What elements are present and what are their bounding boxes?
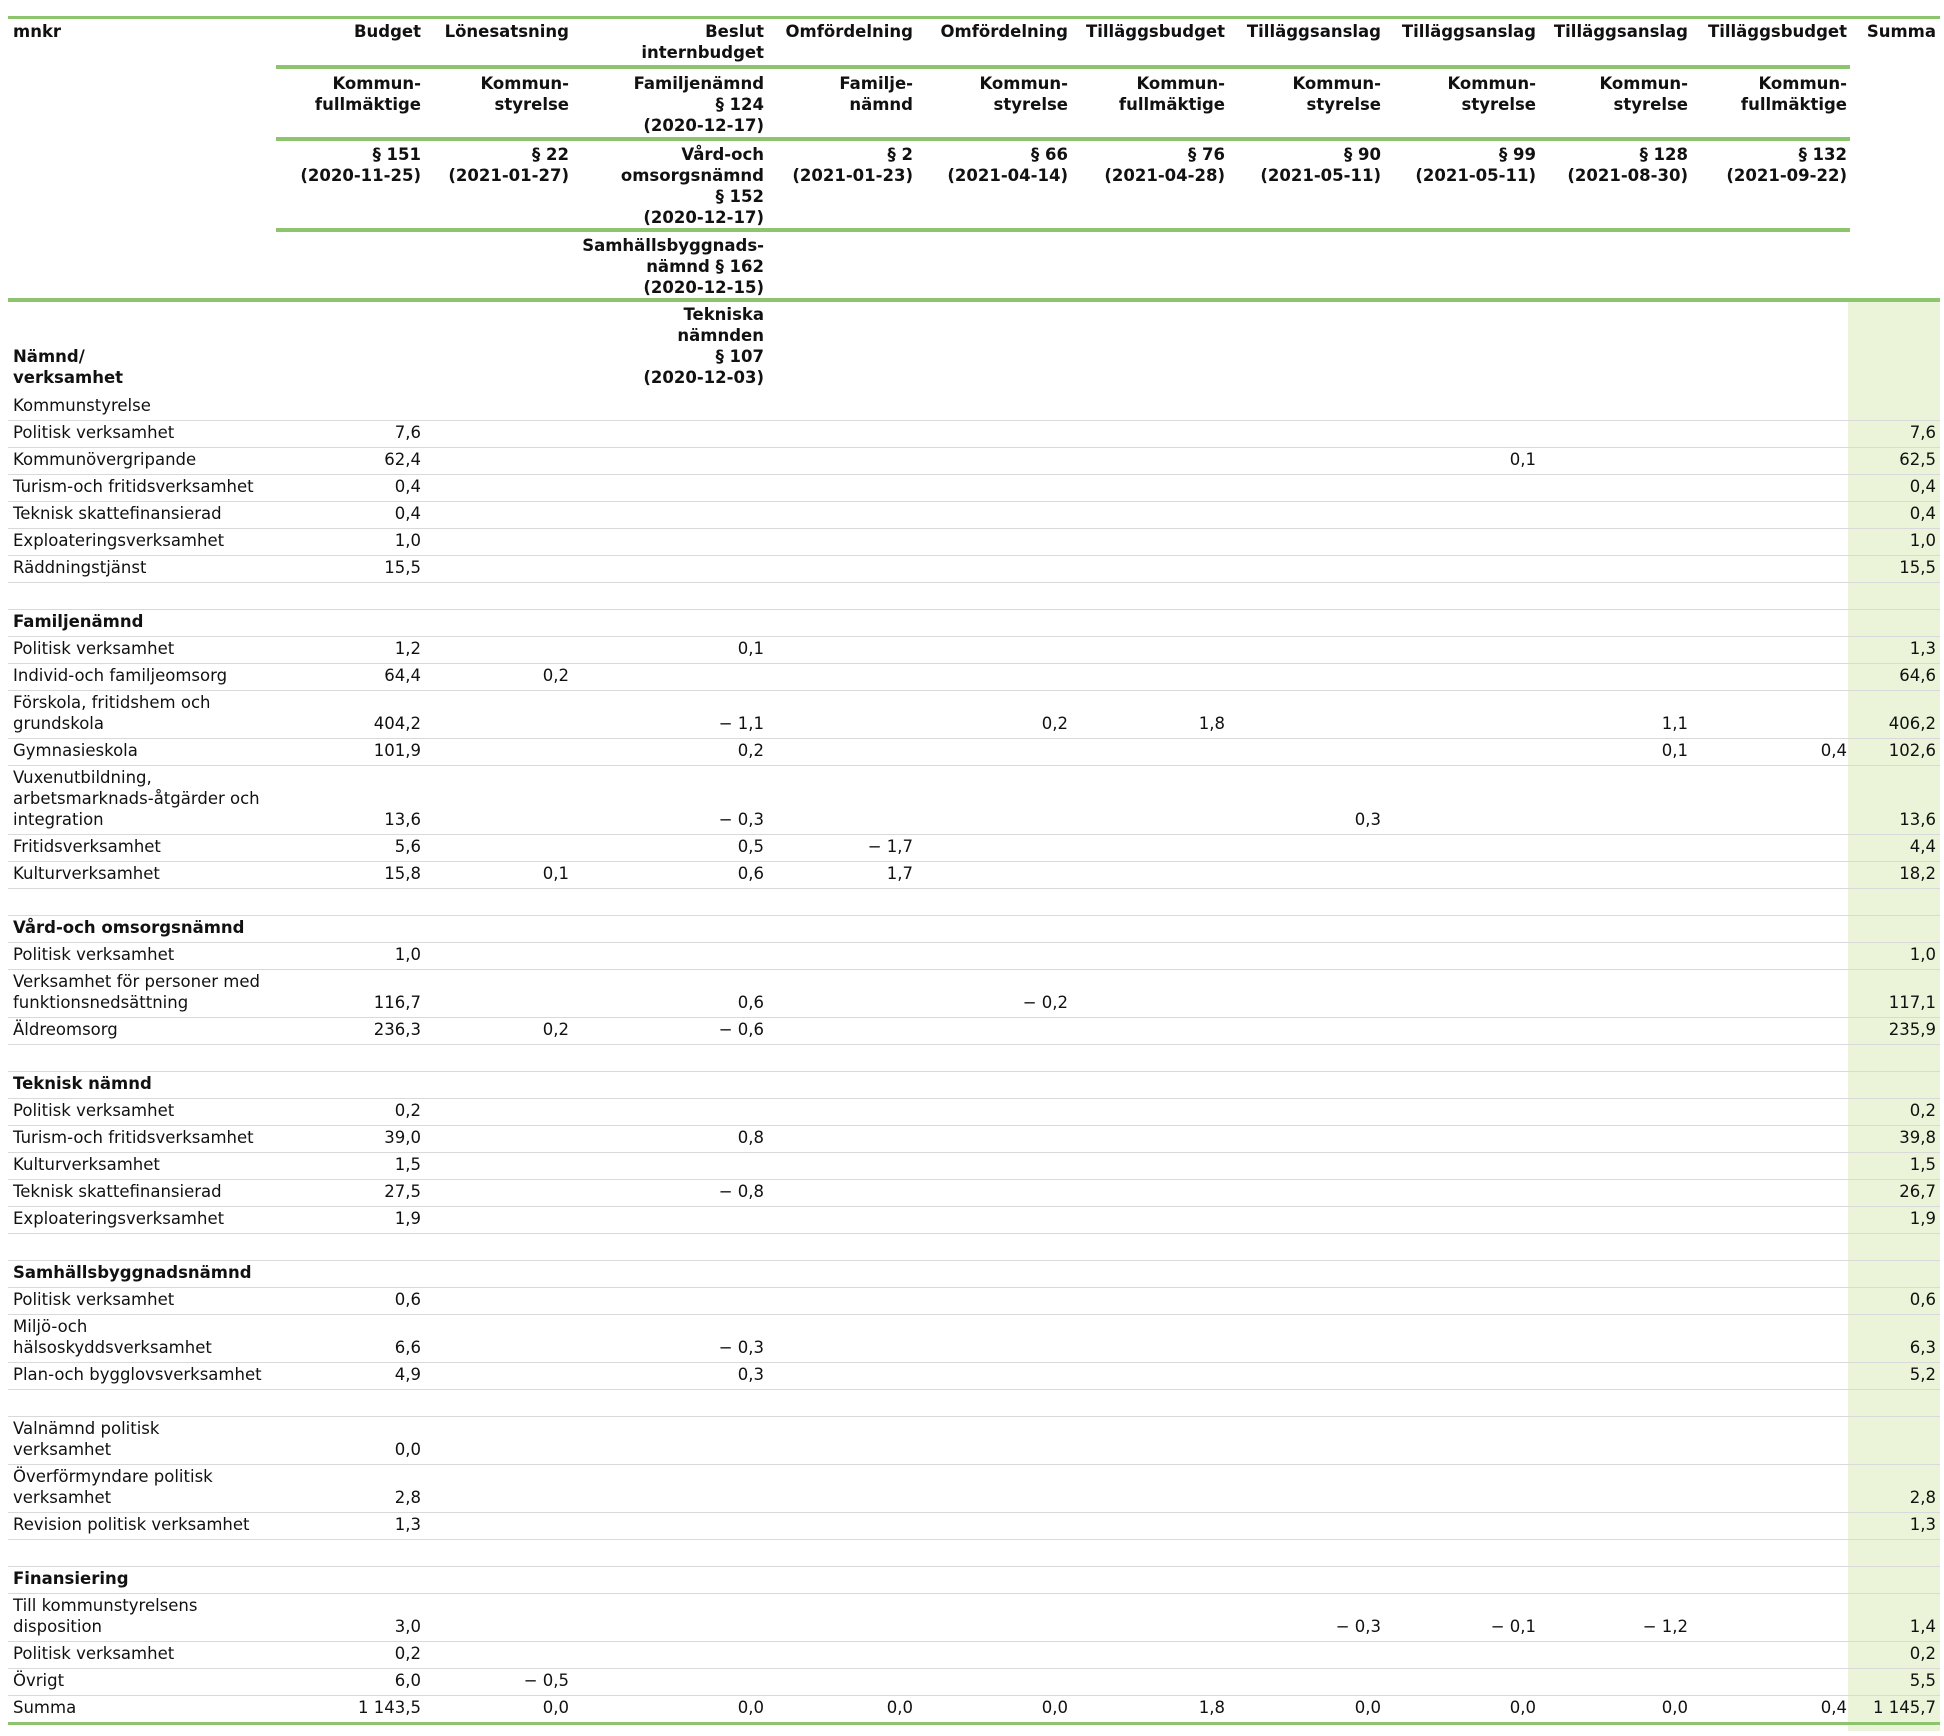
row-label: Kulturverksamhet — [13, 864, 160, 883]
row-label: Exploateringsverksamhet — [13, 1209, 225, 1228]
header-body-2: Familjenämnd § 124 (2020-12-17) — [633, 74, 764, 135]
row-divider — [8, 1233, 1940, 1234]
row-label: Exploateringsverksamhet — [13, 531, 225, 550]
row-divider — [8, 555, 1940, 556]
cell-value: 0,4 — [394, 504, 421, 523]
row-label: Räddningstjänst — [13, 558, 147, 577]
row-divider — [8, 1566, 1940, 1567]
row-label: Till kommunstyrelsens disposition — [13, 1596, 198, 1636]
cell-value: 15,5 — [1899, 558, 1936, 577]
cell-value: 1,3 — [1909, 1515, 1936, 1534]
cell-value: 0,0 — [886, 1698, 913, 1717]
cell-value: 0,1 — [1509, 450, 1536, 469]
header-paragraph-0: § 151 (2020-11-25) — [300, 145, 421, 185]
row-divider — [8, 690, 1940, 691]
row-divider — [8, 1416, 1940, 1417]
row-label: Samhällsbyggnadsnämnd — [13, 1263, 252, 1282]
cell-value: 62,4 — [384, 450, 421, 469]
row-label: Vård-och omsorgsnämnd — [13, 918, 245, 937]
header-paragraph-2: Vård-och omsorgsnämnd § 152 (2020-12-17) — [620, 145, 764, 227]
top-rule — [8, 16, 1940, 19]
row-label: Politisk verksamhet — [13, 1101, 175, 1120]
header-paragraph-9: § 132 (2021-09-22) — [1726, 145, 1847, 185]
cell-value: 13,6 — [1899, 810, 1936, 829]
row-divider — [8, 834, 1940, 835]
row-label: Överförmyndare politisk verksamhet — [13, 1467, 213, 1507]
cell-value: 0,4 — [1820, 1698, 1847, 1717]
row-divider — [8, 1206, 1940, 1207]
row-label-header: Nämnd/ verksamhet — [13, 347, 124, 387]
cell-value: 102,6 — [1888, 741, 1936, 760]
row-divider — [8, 1260, 1940, 1261]
cell-value: 0,4 — [1909, 477, 1936, 496]
row-divider — [8, 1017, 1940, 1018]
cell-value: − 0,2 — [1022, 993, 1068, 1012]
cell-value: − 1,7 — [867, 837, 913, 856]
cell-value: − 0,6 — [718, 1020, 764, 1039]
header-col-9: Tilläggsbudget — [1707, 22, 1847, 41]
cell-value: 235,9 — [1888, 1020, 1936, 1039]
header-col-4: Omfördelning — [940, 22, 1068, 41]
cell-value: 0,6 — [737, 993, 764, 1012]
cell-value: 0,3 — [1354, 810, 1381, 829]
header-paragraph-8: § 128 (2021-08-30) — [1567, 145, 1688, 185]
header-col-6: Tilläggsanslag — [1246, 22, 1381, 41]
row-label: Politisk verksamhet — [13, 639, 175, 658]
cell-value: 0,2 — [542, 1020, 569, 1039]
row-divider — [8, 420, 1940, 421]
row-divider — [8, 915, 1940, 916]
cell-value: 0,6 — [1909, 1290, 1936, 1309]
header-body-5: Kommun- fullmäktige — [1118, 74, 1225, 114]
header-paragraph-3: § 2 (2021-01-23) — [792, 145, 913, 185]
header-col-10: Summa — [1866, 22, 1936, 41]
row-label: Summa — [13, 1698, 77, 1717]
row-divider — [8, 1362, 1940, 1363]
cell-value: 1,3 — [1909, 639, 1936, 658]
header-body-4: Kommun- styrelse — [979, 74, 1068, 114]
cell-value: 1,8 — [1198, 1698, 1225, 1717]
header-row4: Samhällsbyggnads- nämnd § 162 (2020-12-15) — [582, 236, 764, 297]
row-divider — [8, 1314, 1940, 1315]
row-divider — [8, 1071, 1940, 1072]
header-paragraph-5: § 76 (2021-04-28) — [1104, 145, 1225, 185]
cell-value: 0,0 — [1509, 1698, 1536, 1717]
row-label: Familjenämnd — [13, 612, 144, 631]
cell-value: 0,1 — [1661, 741, 1688, 760]
header-body-0: Kommun- fullmäktige — [314, 74, 421, 114]
cell-value: 1,1 — [1661, 714, 1688, 733]
cell-value: 0,0 — [1354, 1698, 1381, 1717]
cell-value: 1,3 — [394, 1515, 421, 1534]
row-label: Kommunstyrelse — [13, 396, 151, 415]
cell-value: 13,6 — [384, 810, 421, 829]
cell-value: 0,0 — [737, 1698, 764, 1717]
cell-value: 1,5 — [394, 1155, 421, 1174]
header-body-9: Kommun- fullmäktige — [1740, 74, 1847, 114]
cell-value: 6,0 — [394, 1671, 421, 1690]
header-col-8: Tilläggsanslag — [1553, 22, 1688, 41]
cell-value: − 0,3 — [1335, 1617, 1381, 1636]
row-label: Turism-och fritidsverksamhet — [13, 477, 254, 496]
row-label: Finansiering — [13, 1569, 129, 1588]
header-paragraph-6: § 90 (2021-05-11) — [1260, 145, 1381, 185]
row-label: Kommunövergripande — [13, 450, 197, 469]
cell-value: 1,8 — [1198, 714, 1225, 733]
row-divider — [8, 1389, 1940, 1390]
row-divider — [8, 765, 1940, 766]
row-label: Vuxenutbildning, arbetsmarknads-åtgärder och integration — [13, 768, 260, 829]
cell-value: 0,4 — [394, 477, 421, 496]
cell-value: − 0,1 — [1490, 1617, 1536, 1636]
cell-value: 1,9 — [1909, 1209, 1936, 1228]
cell-value: 15,8 — [384, 864, 421, 883]
header-col-1: Lönesatsning — [444, 22, 569, 41]
header-rule-1 — [276, 65, 1850, 69]
row-label: Plan-och bygglovsverksamhet — [13, 1365, 262, 1384]
header-paragraph-4: § 66 (2021-04-14) — [947, 145, 1068, 185]
cell-value: − 1,2 — [1642, 1617, 1688, 1636]
cell-value: 5,5 — [1909, 1671, 1936, 1690]
cell-value: 62,5 — [1899, 450, 1936, 469]
row-label: Politisk verksamhet — [13, 945, 175, 964]
row-divider — [8, 582, 1940, 583]
cell-value: 0,0 — [1661, 1698, 1688, 1717]
cell-value: − 0,3 — [718, 1338, 764, 1357]
header-col-3: Omfördelning — [785, 22, 913, 41]
row-divider — [8, 942, 1940, 943]
row-divider — [8, 528, 1940, 529]
cell-value: 0,0 — [1041, 1698, 1068, 1717]
cell-value: 1,5 — [1909, 1155, 1936, 1174]
cell-value: 1 145,7 — [1873, 1698, 1936, 1717]
row-divider — [8, 1695, 1940, 1696]
cell-value: 15,5 — [384, 558, 421, 577]
row-divider — [8, 1668, 1940, 1669]
cell-value: 6,3 — [1909, 1338, 1936, 1357]
cell-value: 0,2 — [542, 666, 569, 685]
cell-value: 5,2 — [1909, 1365, 1936, 1384]
header-col-5: Tilläggsbudget — [1085, 22, 1225, 41]
cell-value: 27,5 — [384, 1182, 421, 1201]
cell-value: 1,9 — [394, 1209, 421, 1228]
row-divider — [8, 501, 1940, 502]
row-label: Teknisk skattefinansierad — [13, 504, 222, 523]
row-divider — [8, 1125, 1940, 1126]
cell-value: 1,0 — [1909, 531, 1936, 550]
row-label: Politisk verksamhet — [13, 1644, 175, 1663]
row-divider — [8, 1593, 1940, 1594]
cell-value: 0,4 — [1909, 504, 1936, 523]
header-rule-4 — [8, 298, 1940, 302]
row-divider — [8, 1722, 1940, 1725]
cell-value: 7,6 — [394, 423, 421, 442]
cell-value: 7,6 — [1909, 423, 1936, 442]
cell-value: 18,2 — [1899, 864, 1936, 883]
header-body-3: Familje- nämnd — [839, 74, 913, 114]
cell-value: 0,2 — [1909, 1644, 1936, 1663]
row-divider — [8, 636, 1940, 637]
cell-value: 1,2 — [394, 639, 421, 658]
row-divider — [8, 1287, 1940, 1288]
cell-value: 1 143,5 — [358, 1698, 421, 1717]
cell-value: 39,0 — [384, 1128, 421, 1147]
cell-value: 0,3 — [737, 1365, 764, 1384]
row-divider — [8, 1512, 1940, 1513]
header-body-8: Kommun- styrelse — [1599, 74, 1688, 114]
header-rule-2 — [276, 137, 1850, 141]
row-label: Äldreomsorg — [13, 1020, 118, 1039]
cell-value: 0,5 — [737, 837, 764, 856]
cell-value: 1,7 — [886, 864, 913, 883]
row-divider — [8, 1098, 1940, 1099]
row-label: Politisk verksamhet — [13, 1290, 175, 1309]
row-divider — [8, 1179, 1940, 1180]
cell-value: 0,2 — [1041, 714, 1068, 733]
cell-value: 406,2 — [1888, 714, 1936, 733]
cell-value: 0,1 — [737, 639, 764, 658]
cell-value: 5,6 — [394, 837, 421, 856]
header-paragraph-7: § 99 (2021-05-11) — [1415, 145, 1536, 185]
cell-value: − 0,8 — [718, 1182, 764, 1201]
cell-value: 1,4 — [1909, 1617, 1936, 1636]
cell-value: 0,2 — [394, 1101, 421, 1120]
cell-value: 3,0 — [394, 1617, 421, 1636]
row-divider — [8, 738, 1940, 739]
header-body-6: Kommun- styrelse — [1292, 74, 1381, 114]
row-divider — [8, 1044, 1940, 1045]
cell-value: 6,6 — [394, 1338, 421, 1357]
row-label: Förskola, fritidshem och grundskola — [13, 693, 211, 733]
cell-value: 101,9 — [373, 741, 421, 760]
cell-value: 0,2 — [737, 741, 764, 760]
cell-value: 1,0 — [394, 531, 421, 550]
row-label: Politisk verksamhet — [13, 423, 175, 442]
header-col-7: Tilläggsanslag — [1401, 22, 1536, 41]
header-paragraph-1: § 22 (2021-01-27) — [448, 145, 569, 185]
row-label: Miljö-och hälsoskyddsverksamhet — [13, 1317, 212, 1357]
cell-value: 64,4 — [384, 666, 421, 685]
cell-value: − 0,3 — [718, 810, 764, 829]
header-rule-3 — [276, 228, 1850, 232]
row-label: Individ-och familjeomsorg — [13, 666, 228, 685]
cell-value: 117,1 — [1888, 993, 1936, 1012]
header-col-2: Beslut internbudget — [641, 22, 764, 62]
row-label: Gymnasieskola — [13, 741, 138, 760]
header-row5: Tekniska nämnden § 107 (2020-12-03) — [643, 305, 764, 387]
unit-label: mnkr — [13, 22, 62, 41]
row-divider — [8, 474, 1940, 475]
header-body-1: Kommun- styrelse — [480, 74, 569, 114]
cell-value: 2,8 — [394, 1488, 421, 1507]
row-label: Fritidsverksamhet — [13, 837, 161, 856]
cell-value: − 0,5 — [523, 1671, 569, 1690]
cell-value: 0,8 — [737, 1128, 764, 1147]
row-divider — [8, 969, 1940, 970]
header-col-0: Budget — [353, 22, 421, 41]
cell-value: 1,0 — [1909, 945, 1936, 964]
cell-value: 0,6 — [737, 864, 764, 883]
cell-value: 116,7 — [373, 993, 421, 1012]
cell-value: 0,2 — [1909, 1101, 1936, 1120]
row-divider — [8, 1539, 1940, 1540]
cell-value: − 1,1 — [718, 714, 764, 733]
row-divider — [8, 1464, 1940, 1465]
row-label: Revision politisk verksamhet — [13, 1515, 250, 1534]
row-label: Övrigt — [13, 1671, 65, 1690]
row-label: Verksamhet för personer med funktionsnedsättning — [13, 972, 260, 1012]
row-divider — [8, 663, 1940, 664]
row-label: Kulturverksamhet — [13, 1155, 160, 1174]
row-divider — [8, 609, 1940, 610]
cell-value: 1,0 — [394, 945, 421, 964]
cell-value: 236,3 — [373, 1020, 421, 1039]
cell-value: 39,8 — [1899, 1128, 1936, 1147]
row-divider — [8, 888, 1940, 889]
row-divider — [8, 447, 1940, 448]
row-label: Turism-och fritidsverksamhet — [13, 1128, 254, 1147]
cell-value: 0,6 — [394, 1290, 421, 1309]
cell-value: 404,2 — [373, 714, 421, 733]
cell-value: 4,9 — [394, 1365, 421, 1384]
cell-value: 0,4 — [1820, 741, 1847, 760]
cell-value: 0,1 — [542, 864, 569, 883]
row-divider — [8, 861, 1940, 862]
cell-value: 0,0 — [394, 1440, 421, 1459]
row-divider — [8, 1152, 1940, 1153]
row-label: Teknisk skattefinansierad — [13, 1182, 222, 1201]
row-label: Teknisk nämnd — [13, 1074, 152, 1093]
cell-value: 0,0 — [542, 1698, 569, 1717]
cell-value: 26,7 — [1899, 1182, 1936, 1201]
row-divider — [8, 1641, 1940, 1642]
cell-value: 4,4 — [1909, 837, 1936, 856]
cell-value: 64,6 — [1899, 666, 1936, 685]
header-body-7: Kommun- styrelse — [1447, 74, 1536, 114]
cell-value: 0,2 — [394, 1644, 421, 1663]
row-label: Valnämnd politisk verksamhet — [13, 1419, 160, 1459]
cell-value: 2,8 — [1909, 1488, 1936, 1507]
